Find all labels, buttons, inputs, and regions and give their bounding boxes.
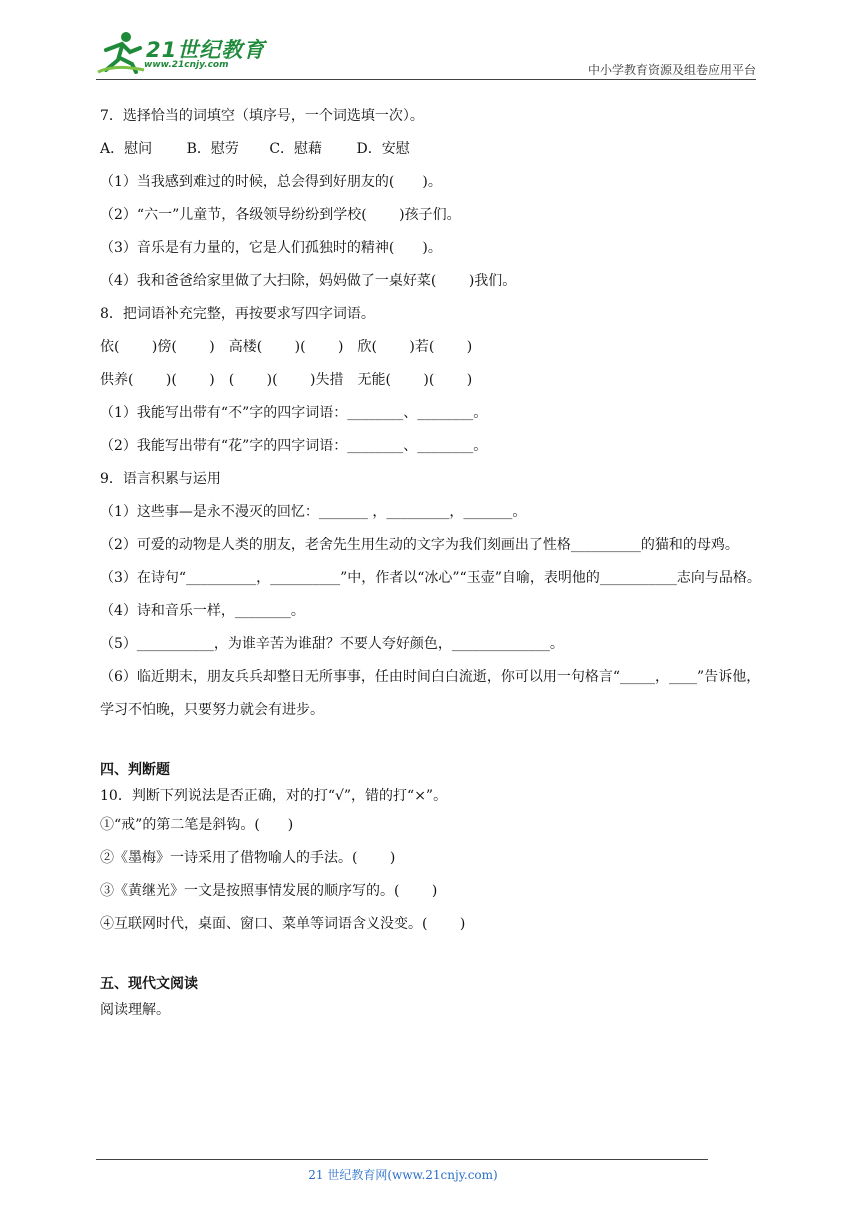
logo bbox=[96, 30, 266, 76]
question-9-item: （5）___________，为谁辛苦为谁甜？不要人夸好颜色，______________。 bbox=[100, 636, 564, 652]
option-d: D．安慰 bbox=[356, 141, 410, 157]
question-8-item: （1）我能写出带有“不”字的四字词语：________、________。 bbox=[100, 405, 488, 421]
page-header bbox=[0, 0, 860, 80]
question-9-item: （4）诗和音乐一样，________。 bbox=[100, 603, 305, 619]
question-8-item: （2）我能写出带有“花”字的四字词语：________、________。 bbox=[100, 438, 488, 454]
question-10-title: 10．判断下列说法是否正确，对的打“√”，错的打“×”。 bbox=[100, 788, 448, 804]
header-divider bbox=[96, 79, 756, 80]
runner-logo-icon bbox=[96, 30, 146, 74]
option-c: C．慰藉 bbox=[269, 141, 323, 157]
question-9-item: （3）在诗句“__________，__________”中，作者以“冰心”“玉壶”自喻，表明他的___________志向与品格。 bbox=[100, 570, 761, 586]
question-10-item: ④互联网时代，桌面、窗口、菜单等词语含义没变。( ) bbox=[100, 916, 466, 932]
question-8-row2: 供养( )( ) ( )( )失措 无能( )( ) bbox=[100, 372, 473, 388]
logo-url: www.21cnjy.com bbox=[144, 60, 229, 70]
document-body bbox=[100, 100, 765, 1023]
section-4-heading: 四、判断题 bbox=[100, 762, 170, 778]
question-7-item: （1）当我感到难过的时候，总会得到好朋友的( )。 bbox=[100, 174, 442, 190]
question-9-item: （6）临近期末，朋友兵兵却整日无所事事，任由时间白白流逝，你可以用一句格言“_____，____”告诉他，学习不怕晚，只要努力就会有进步。 bbox=[100, 669, 761, 718]
question-10-item: ①“戒”的第二笔是斜钩。( ) bbox=[100, 817, 294, 833]
option-b: B．慰劳 bbox=[186, 141, 239, 157]
question-7-options bbox=[100, 133, 765, 166]
question-10-item: ③《黄继光》一文是按照事情发展的顺序写的。( ) bbox=[100, 883, 438, 899]
question-7-item: （4）我和爸爸给家里做了大扫除，妈妈做了一桌好菜( )我们。 bbox=[100, 273, 517, 289]
section-5-intro: 阅读理解。 bbox=[100, 1002, 170, 1018]
question-9-title: 9．语言积累与运用 bbox=[100, 471, 221, 487]
platform-name: 中小学教育资源及组卷应用平台 bbox=[587, 63, 756, 77]
logo-text: 21世纪教育 bbox=[146, 38, 266, 62]
footer-divider bbox=[96, 1159, 708, 1160]
option-a: A．慰问 bbox=[100, 141, 153, 157]
question-9-item: （1）这些事—是永不漫灭的回忆：_______ ，_________，_______。 bbox=[100, 504, 527, 520]
question-7-title: 7．选择恰当的词填空（填序号，一个词选填一次）。 bbox=[100, 108, 424, 124]
question-8-title: 8．把词语补充完整，再按要求写四字词语。 bbox=[100, 306, 375, 322]
section-5-heading: 五、现代文阅读 bbox=[100, 976, 198, 992]
question-9-item: （2）可爱的动物是人类的朋友，老舍先生用生动的文字为我们刻画出了性格__________的猫和的母鸡。 bbox=[100, 537, 739, 553]
question-10-item: ②《墨梅》一诗采用了借物喻人的手法。( ) bbox=[100, 850, 396, 866]
question-7-item: （2）“六一”儿童节，各级领导纷纷到学校( )孩子们。 bbox=[100, 207, 461, 223]
footer-text: 21 世纪教育网(www.21cnjy.com) bbox=[308, 1168, 498, 1182]
question-7-item: （3）音乐是有力量的，它是人们孤独时的精神( )。 bbox=[100, 240, 442, 256]
question-8-row1: 依( )傍( ) 高楼( )( ) 欣( )若( ) bbox=[100, 339, 473, 355]
